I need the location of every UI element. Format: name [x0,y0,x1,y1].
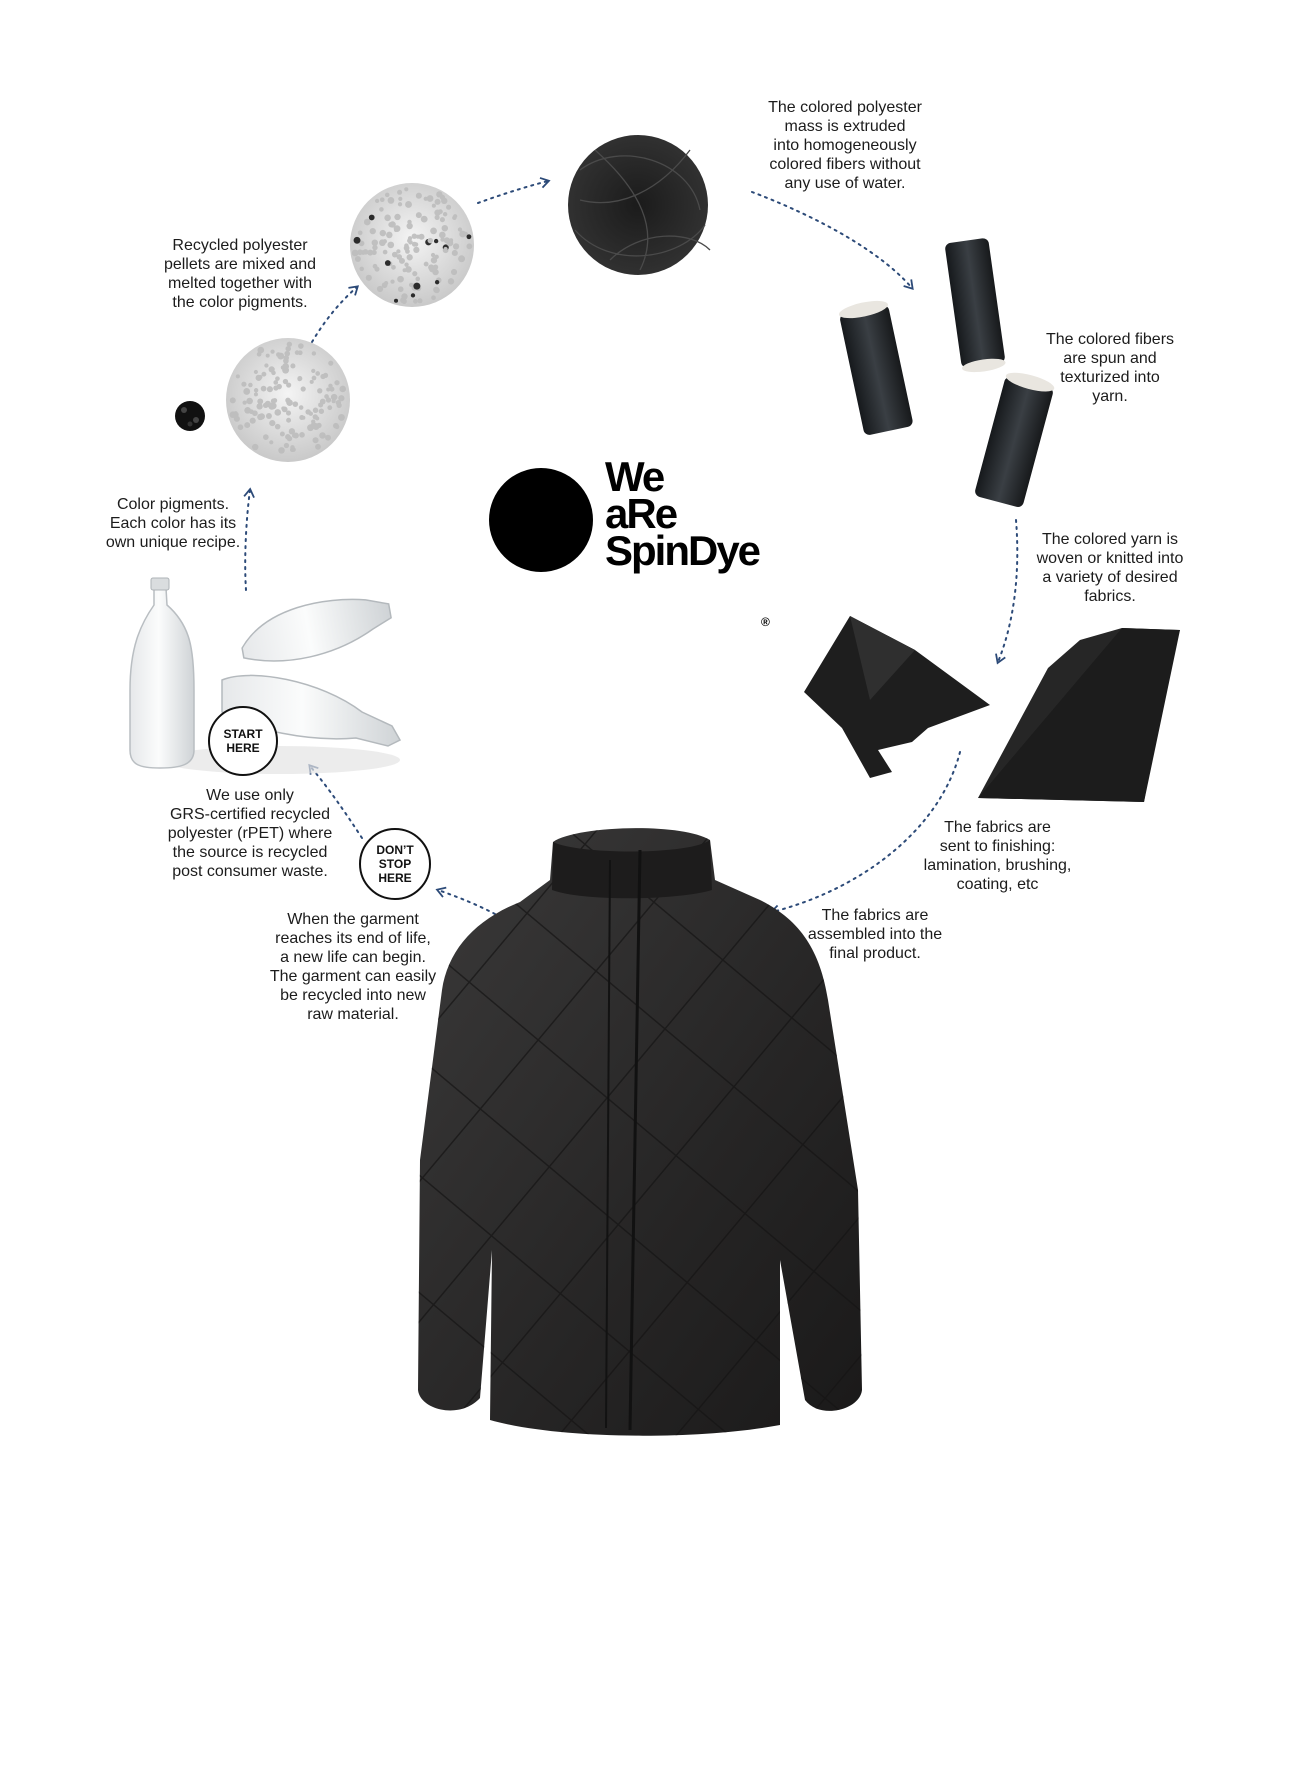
pellet-dot [278,447,285,454]
pellet-dot [310,380,314,384]
pellet-dot [388,197,395,204]
logo-wordmark-text: We aRe SpinDye [605,453,760,574]
pellet-dot [248,383,253,388]
pellet-dot [328,361,333,366]
label-assembled: The fabrics are assembled into the final product. [807,907,943,962]
pellet-dot [299,415,304,420]
pellet-dot [467,234,472,239]
pellet-dot [407,223,413,229]
pellet-dot [275,376,280,381]
pellet-dot [446,205,451,210]
pellet-dot [263,434,269,440]
pellet-dot [285,434,291,440]
pellet-dot [416,235,420,239]
label-pigments: Color pigments. Each color has its own unique recipe. [105,496,241,551]
pellet-dot [452,216,456,220]
pellet-dot [320,399,326,405]
pellet-dot [267,386,273,392]
pellet-dot [242,400,246,404]
label-end-of-life: When the garment reaches its end of life, a new life can begin. The garment can easily be recycled into new raw material. [269,911,437,1023]
pellet-dot [433,287,439,293]
pellet-dot [316,423,321,428]
pellet-dot [380,230,386,236]
pellet-dot [258,375,262,379]
pellet-dot [448,278,454,284]
pellet-dot [432,269,438,275]
pellet-dot [379,239,386,246]
pellet-dot [449,238,453,242]
pellet-dot [236,374,240,378]
pellet-dot [327,405,332,410]
pellet-dot [238,424,244,430]
pellet-dot [313,437,319,443]
pellet-dot [319,432,326,439]
pellet-dot [384,215,391,222]
pellet-dot [269,420,275,426]
pellet-dot [338,395,344,401]
pellet-dot [404,187,408,191]
pellet-dot [386,232,393,239]
pellet-dot [254,370,258,374]
pellet-dot [439,232,446,239]
pellet-dot [383,250,388,255]
pellet-dot [281,366,285,370]
pellet-dot [315,444,321,450]
pellet-dot [435,280,439,284]
pellet-dot [412,271,417,276]
pellet-dot [401,293,407,299]
pellet-dot [333,395,337,399]
yarn-spools-image [838,238,1056,509]
pellet-dot [414,242,418,246]
pellet-dot [290,363,295,368]
pellet-dot [311,419,315,423]
pellet-dot [263,403,268,408]
pellet-dot [442,225,448,231]
pellet-dot [416,193,422,199]
pellet-dot [440,217,445,222]
pellet-dot [370,228,376,234]
pellet-dot [413,283,420,290]
pellet-dot [254,392,258,396]
pellet-dot [313,408,318,413]
pellet-dot [375,199,379,203]
pellet-dot [243,388,250,395]
pellet-dot [458,227,462,231]
pellet-dot [286,411,291,416]
pellet-dot [431,295,436,300]
pellet-dot [328,384,332,388]
label-spun: The colored fibers are spun and texturized into yarn. [1045,331,1175,405]
pellet-dot [309,412,313,416]
pellet-dot [417,298,422,303]
pellet-dot [277,353,284,360]
pellet-dot [257,414,263,420]
pellet-dot [286,382,291,387]
pellet-dot [334,380,339,385]
pellet-dot [292,434,296,438]
pellet-dot [451,269,457,275]
pellet-dot [252,444,258,450]
pellet-dot [274,409,281,416]
pellet-dot [287,342,292,347]
pellet-dot [385,260,391,266]
pellet-dot [458,255,465,262]
black-fibers-image [568,135,710,275]
pellet-dot [286,418,291,423]
pellet-dot [326,397,331,402]
pellet-dot [355,256,361,262]
label-finishing: The fabrics are sent to finishing: lamination, brushing, coating, etc [923,819,1072,893]
pellet-dot [387,242,394,249]
pellet-dot [230,397,236,403]
pellet-dot [405,201,412,208]
pellet-dot [293,401,299,407]
label-woven: The colored yarn is woven or knitted into a variety of desired fabrics. [1036,531,1184,605]
pellet-dot [434,255,438,259]
pellet-dot [389,221,395,227]
pellet-dot [374,267,379,272]
pellet-dot [398,197,402,201]
pellet-dot [394,299,398,303]
pellet-dot [415,277,420,282]
pellet-dot [275,424,281,430]
pellet-dot [261,372,266,377]
pellet-dot [379,207,384,212]
pellet-dot [315,371,320,376]
pellet-dot [377,286,383,292]
pellet-dot [405,266,412,273]
pellet-dot [441,198,447,204]
pellet-dot [266,354,270,358]
pellet-dot [270,402,277,409]
pellet-dot [339,386,346,393]
pellet-dot [301,386,306,391]
pellet-dot [234,411,238,415]
pellet-dot [269,366,275,372]
pellet-dot [380,197,385,202]
pellet-dot [428,238,433,243]
pellet-dot [250,418,256,424]
pellet-dot [269,440,273,444]
pellet-dot [391,265,396,270]
pellet-dot [404,243,409,248]
pellet-dot [319,409,324,414]
pellet-dot [312,351,316,355]
pellet-dot [434,209,440,215]
pellet-dot [254,388,258,392]
pellet-dot [466,243,472,249]
pellet-dot [424,262,429,267]
pellet-dot [285,398,290,403]
label-pellets: Recycled polyester pellets are mixed and melted together with the color pigments. [163,237,317,311]
pellet-dot [358,230,363,235]
pellet-dot [372,245,377,250]
pellet-dot [369,215,375,221]
pellet-dot [335,424,340,429]
spindye-logo-dot [489,468,593,572]
pellet-dot [430,227,437,234]
pellet-dot [399,258,405,264]
dont-stop-here-badge: DON’T STOP HERE [359,828,431,900]
pellet-dot [382,282,388,288]
arrow-yarn-to-fabric [998,520,1017,662]
pellet-dot [408,236,412,240]
pellet-dot [311,369,315,373]
pellet-dot [443,247,447,251]
pellet-dot [396,249,400,253]
pellet-dot [398,286,404,292]
pellet-dot [331,399,335,403]
pellet-dot [298,343,304,349]
pellet-dot [427,195,434,202]
pellet-dot [416,212,422,218]
pellet-dot [281,406,285,410]
pellet-dot [359,267,364,272]
pellet-dot [295,350,300,355]
pellet-dot [315,416,319,420]
pellet-dot [323,373,328,378]
pellet-dot [443,212,447,216]
pellet-dot [407,254,413,260]
pellet-dot [432,204,436,208]
pellet-dot [364,219,371,226]
label-rpet: We use only GRS-certified recycled polyester (rPET) where the source is recycled post consumer waste. [167,787,333,880]
pellet-dot [428,264,434,270]
pellet-dot [357,249,363,255]
pellet-dot [397,276,404,283]
logo-registered-mark: ® [761,615,770,629]
black-fabrics-image [804,616,1180,802]
pellet-dot [452,250,458,256]
pellet-dot [354,237,361,244]
pellet-dot [434,239,438,243]
pellet-dot [363,249,369,255]
pellet-dot [338,414,345,421]
pellet-dot [317,388,322,393]
pellet-dot [336,403,341,408]
pellet-dot [256,403,262,409]
pellet-dot [299,432,305,438]
label-extruded: The colored polyester mass is extruded into homogeneously colored fibers without any use of water. [768,99,922,192]
start-here-badge: START HERE [208,706,278,776]
pellet-dot [390,279,394,283]
pellet-dot [234,416,240,422]
pellet-dot [244,422,250,428]
pellet-dot [297,376,302,381]
pellet-dot [299,405,304,410]
pellet-dot [247,398,253,404]
pellet-dot [440,237,444,241]
pellet-dot [261,386,267,392]
pellet-dot [252,410,258,416]
pellet-dot [307,424,314,431]
pellet-dot [421,216,428,223]
pellet-dot [397,190,402,195]
pellet-dot [398,202,402,206]
pellet-dot [413,247,419,253]
pellet-dot [266,413,272,419]
pellet-dot [291,447,296,452]
pellet-dot [270,350,274,354]
pellet-dot [385,193,390,198]
pellet-dot [435,199,441,205]
pellet-dot [394,228,398,232]
pellet-dot [280,431,285,436]
pellet-dot [273,385,278,390]
arrow-fibers-to-yarn [752,192,912,288]
spindye-logo-wordmark [605,453,770,629]
pellet-dot [283,355,289,361]
pellet-dot [284,443,289,448]
pellet-dot [244,407,251,414]
pellet-dot [413,299,418,304]
arrow-pellets-to-fibers [478,181,548,203]
pellet-dot [289,428,295,434]
pellet-dot [312,376,317,381]
pellet-dot [453,243,459,249]
pellet-dot [411,293,415,297]
pellet-dot [394,214,400,220]
pellet-dot [264,363,268,367]
pellet-dot [366,275,372,281]
pellet-dot [325,435,331,441]
pellet-dot [257,347,264,354]
pellet-dot [408,240,413,245]
pellet-dot [241,382,246,387]
